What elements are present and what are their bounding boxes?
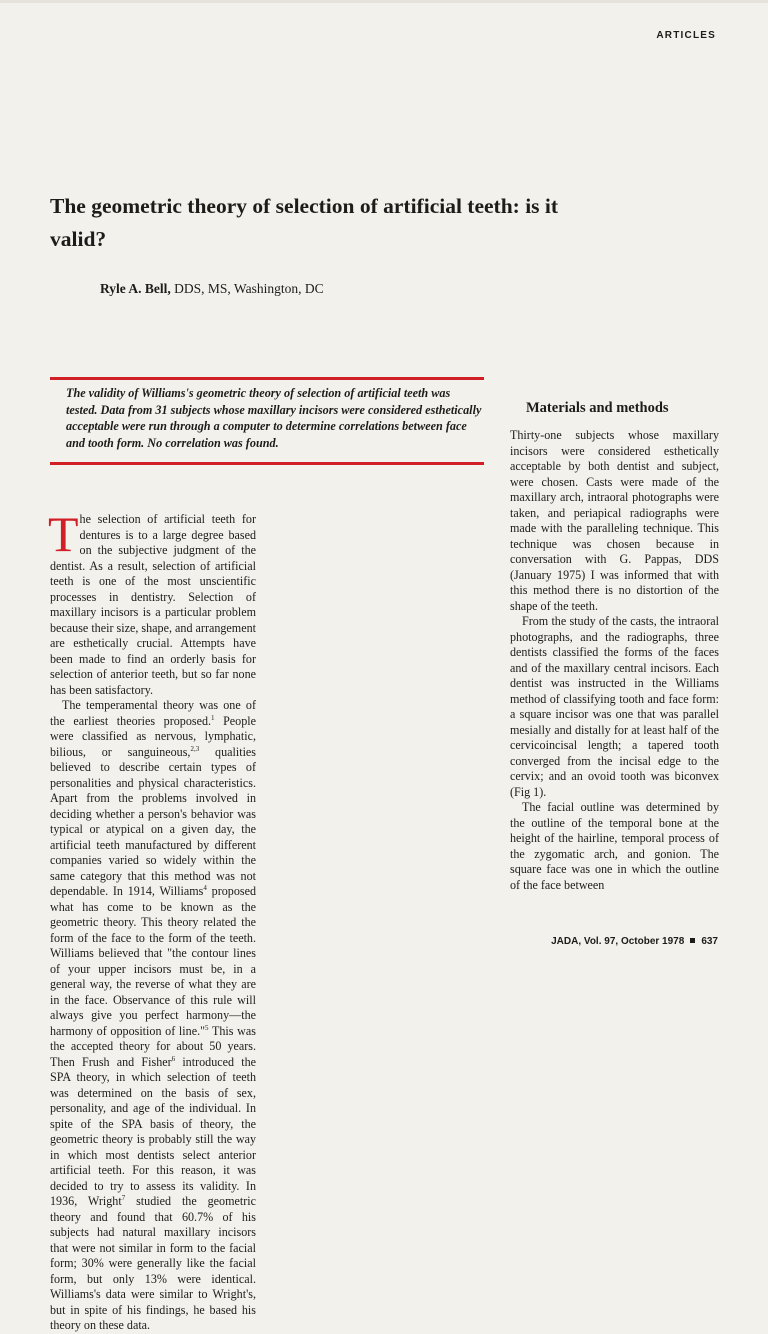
journal-citation: JADA, Vol. 97, October 1978 [551,936,685,947]
paragraph-classification: From the study of the casts, the intraoral photographs, and the radiographs, three dentists classified the forms of the faces and of the maxillary central incisors. Each dentist was instructed in the Williams method of classifying tooth and face form: a square incisor was one that was parallel mesially and distally for at least half of the cervicoincisal length; a tapered tooth converged from the incisal edge to the cervix; and an ovoid tooth was biconvex (Fig 1). [510,614,719,799]
section-label: ARTICLES [656,30,716,41]
article-title: The geometric theory of selection of artificial teeth: is it valid? [50,194,559,251]
abstract-box [50,377,484,465]
reference-mark: 2,3 [190,744,200,753]
body-column-1 [48,506,257,1334]
abstract-text: The validity of Williams's geometric theory of selection of artificial teeth was tested. Data from 31 subjects whose maxillary incisors were considered esthetically acceptable were run through a computer to determine correlations between face and tooth form. No correlation was found. [66,386,482,450]
section-heading: Materials and methods [526,400,669,416]
page-number: 637 [701,936,718,947]
reference-mark: 6 [171,1054,176,1063]
body-column-3 [510,386,719,893]
paragraph-intro: The selection of artificial teeth for dentures is to a large degree based on the subjective judgment of the dentist. As a result, selection of artificial teeth is one of the most unscientific processes in dentistry. Selection of maxillary incisors is a particular problem because their size, shape, and arrangement are esthetically crucial. Attempts have been made to find an orderly basis for selection of anterior teeth, but so far none has been satisfactory. [48,506,256,697]
author-credentials: DDS, MS, Washington, DC [174,281,324,296]
byline [100,281,324,297]
page-footer [551,936,718,947]
reference-mark: 5 [205,1023,209,1032]
paragraph-facial-outline: The facial outline was determined by the outline of the temporal bone at the height of the hairline, temporal process of the zygomatic arch, and gonion. The square face was one in which the outline of the face between [510,800,719,892]
square-bullet-icon [690,938,695,943]
page-top-edge [0,0,768,3]
drop-cap: T [48,506,79,562]
reference-mark: 1 [211,713,215,722]
reference-mark: 7 [121,1193,126,1202]
paragraph-materials: Thirty-one subjects whose maxillary incisors were considered esthetically acceptable by both dentist and subject, were chosen. Casts were made of the maxillary arch, intraoral photographs were taken, and periapical radiographs were made with the paralleling technique. This technique was chosen because in conversation with G. Pappas, DDS (January 1975) I was informed that with this method there is no distortion of the shape of the teeth. [510,428,719,613]
author-name: Ryle A. Bell, [100,281,171,296]
reference-mark: 4 [203,883,207,892]
paragraph-theories: The temperamental theory was one of the earliest theories proposed.$^1$ People were classified as nervous, lymphatic, bilious, or sanguineous,$^{2,3}$ qualities believed to describe certain types of personalities and physical characteristics. Apart from the problems involved in deciding whether a person's behavior was typical or atypical on a given day, the artificial teeth manufactured by different companies varied so widely within the same category that this method was not dependable. In 1914, Williams$^4$ proposed what has come to be known as the geometric theory. This theory related the form of the face to the form of the teeth. Williams believed that "the contour lines of your upper incisors must be, in a general way, the reverse of what they are in the face. Observance of this rule will always give you perfect harmony—the harmony of opposition of line."$^5$ This was the accepted theory for about 50 years. Then Frush and Fisher$^6$ introduced the SPA theory, in which selection of teeth was determined on the basis of sex, personality, and age of the individual. In spite of the SPA basis of theory, the geometric theory is probably still the way in which most dentists select anterior artificial teeth. For this reason, it was decided to try to assess its validity. In 1936, Wright$^7$ studied the geometric theory and found that 60.7% of his subjects had natural maxillary incisors that were not similar in form to the facial form; 30% were generally like the facial form, but only 13% were identical. Williams's data were similar to Wright's, but in spite of his findings, he based his theory on these data. [50,698,257,1332]
